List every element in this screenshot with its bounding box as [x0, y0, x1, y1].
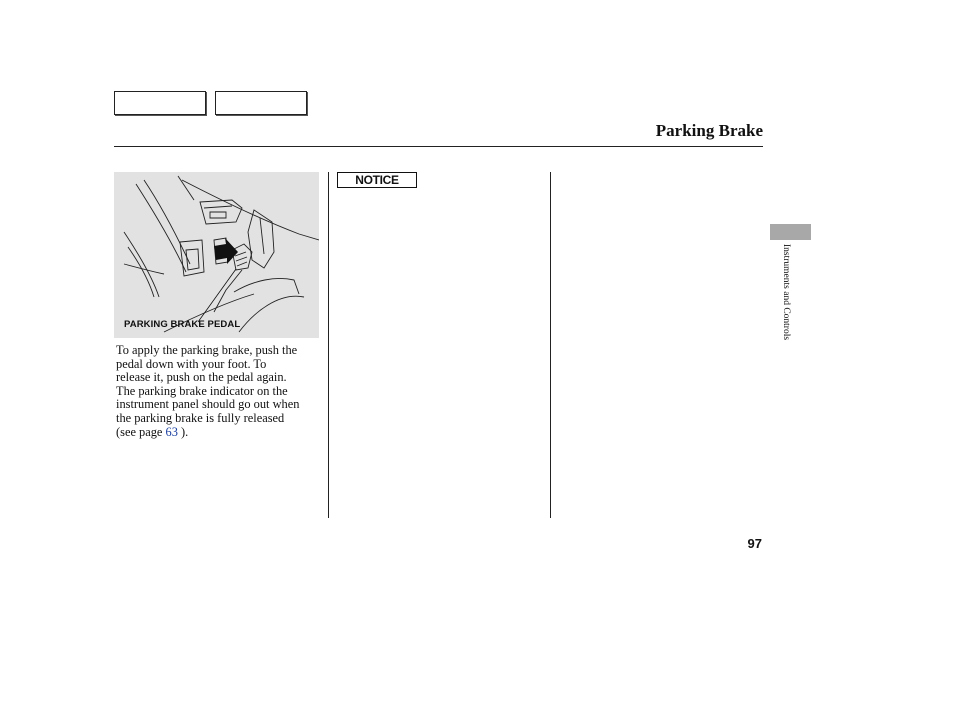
column-divider	[550, 172, 551, 518]
reference-prefix: (see page	[116, 424, 166, 439]
nav-button-index[interactable]	[215, 91, 307, 115]
header-rule	[114, 146, 763, 147]
body-line: pedal down with your foot. To	[116, 356, 267, 371]
column-divider	[328, 172, 329, 518]
notice-badge	[337, 172, 417, 188]
page-number: 97	[747, 536, 762, 551]
parking-brake-illustration	[114, 172, 319, 338]
body-line: the parking brake is fully released	[116, 410, 285, 425]
body-line: release it, push on the pedal again.	[116, 370, 287, 385]
page-reference	[116, 426, 324, 440]
nav-button-contents[interactable]	[114, 91, 206, 115]
notice-label: NOTICE	[355, 173, 399, 187]
body-paragraph	[116, 344, 324, 439]
body-line: instrument panel should go out when	[116, 397, 300, 412]
section-tab[interactable]	[770, 224, 811, 240]
section-tab-label: Instruments and Controls	[781, 244, 791, 341]
body-line: To apply the parking brake, push the	[116, 343, 298, 357]
page-title: Parking Brake	[655, 121, 763, 140]
pedal-drawing	[114, 172, 319, 338]
body-line: The parking brake indicator on the	[116, 383, 288, 398]
page-63-link[interactable]: 63	[165, 424, 178, 439]
figure-caption: PARKING BRAKE PEDAL	[124, 319, 241, 330]
reference-suffix: ).	[177, 424, 189, 439]
